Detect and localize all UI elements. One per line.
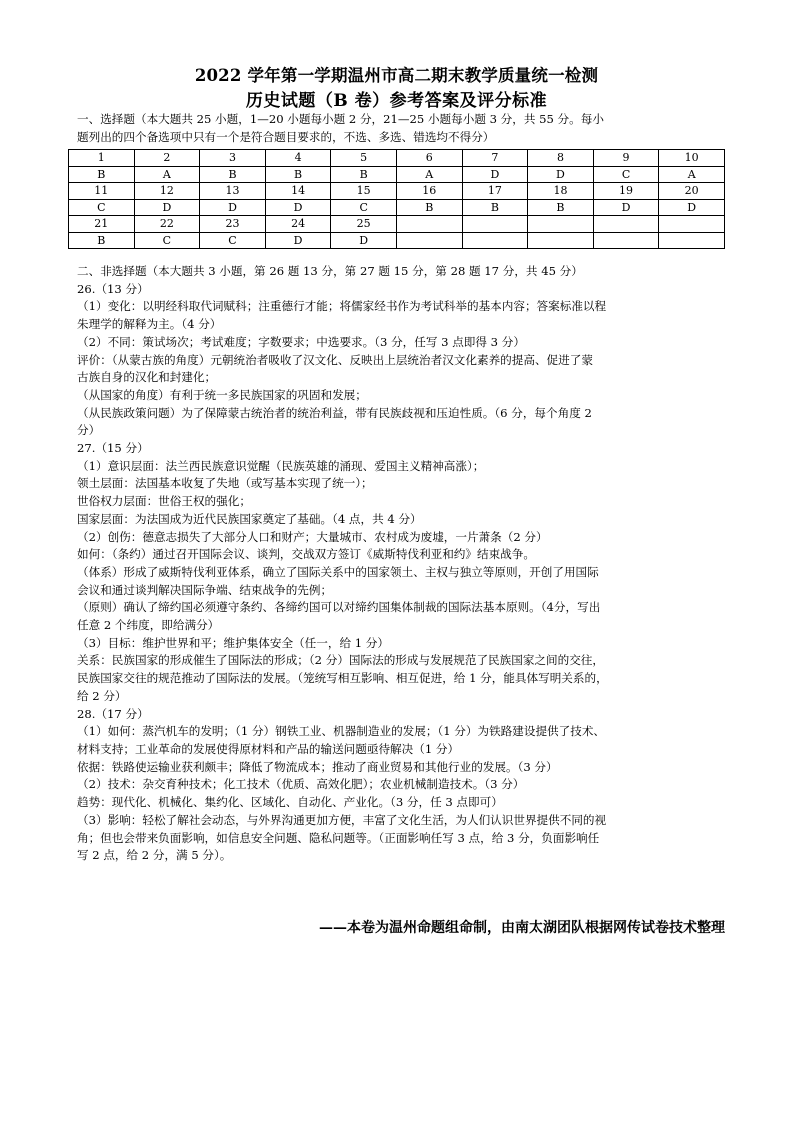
question-number-cell: 11: [69, 183, 135, 200]
section1-heading: 一、选择题（本大题共 25 小题，1—20 小题每小题 2 分，21—25 小题每小题 3 分，共 55 分。每小: [77, 112, 604, 126]
answer-cell: D: [528, 166, 594, 183]
answer-text-line: 分）: [77, 423, 101, 438]
answer-cell: B: [396, 199, 462, 216]
answer-cell: B: [331, 166, 397, 183]
question-number-cell: 20: [659, 183, 725, 200]
question-number-cell: 7: [462, 150, 528, 167]
answer-cell: [659, 232, 725, 249]
question-number-cell: 24: [265, 216, 331, 233]
question-number-cell: 21: [69, 216, 135, 233]
question-number-cell: 8: [528, 150, 594, 167]
question-number-cell: 17: [462, 183, 528, 200]
answer-text-line: （从国家的角度）有利于统一多民族国家的巩固和发展；: [77, 387, 367, 402]
answer-cell: D: [593, 199, 659, 216]
section1-heading-cont: 题列出的四个备选项中只有一个是符合题目要求的，不选、多选、错选均不得分）: [77, 129, 495, 144]
answer-cell: D: [331, 232, 397, 249]
question-number-cell: 3: [200, 150, 266, 167]
answer-text-line: （1）变化：以明经科取代词赋科；注重德行才能；将儒家经书作为考试科举的基本内容；答案标准以程: [77, 299, 607, 314]
question-number-cell: [462, 216, 528, 233]
question-number-cell: 23: [200, 216, 266, 233]
answer-cell: D: [265, 199, 331, 216]
question-number-row: [69, 150, 725, 167]
answer-text-line: 民族国家交往的规范推动了国际法的发展。（笼统写相互影响、相互促进，给 1 分，能具体写明关系的，: [77, 671, 608, 686]
answer-text-line: 世俗权力层面：世俗王权的强化；: [77, 494, 251, 509]
question-number-cell: 12: [134, 183, 200, 200]
answer-cell: C: [200, 232, 266, 249]
answer-cell: C: [331, 199, 397, 216]
answer-key-title: 历史试题（B 卷）参考答案及评分标准: [245, 91, 548, 111]
answer-cell: A: [659, 166, 725, 183]
question-number-cell: 9: [593, 150, 659, 167]
answer-text-line: 趋势：现代化、机械化、集约化、区域化、自动化、产业化。（3 分，任 3 点即可）: [77, 795, 503, 810]
question-number-cell: 25: [331, 216, 397, 233]
answer-text-line: 领土层面：法国基本收复了失地（或写基本实现了统一）；: [77, 476, 373, 491]
answer-text-line: 关系：民族国家的形成催生了国际法的形成；（2 分）国际法的形成与发展规范了民族国家之间的交往，: [77, 653, 604, 668]
answer-text-line: 28.（17 分）: [77, 706, 149, 721]
question-number-cell: 22: [134, 216, 200, 233]
answer-text-line: 任意 2 个纬度，即给满分）: [77, 618, 220, 633]
section2-answers: [77, 263, 719, 865]
question-number-cell: 14: [265, 183, 331, 200]
answer-text-line: 给 2 分）: [77, 688, 127, 703]
answer-text-line: （3）目标：维护世界和平；维护集体安全（任一，给 1 分）: [77, 635, 389, 650]
answer-text-line: 会议和通过谈判解决国际争端、结束战争的先例；: [77, 582, 333, 597]
question-number-row: [69, 216, 725, 233]
answer-text-line: （从民族政策问题）为了保障蒙古统治者的统治利益，带有民族歧视和压迫性质。（6 分，每个角度 2: [77, 405, 592, 420]
question-number-cell: 2: [134, 150, 200, 167]
answer-text-line: （原则）确认了缔约国必须遵守条约、各缔约国可以对缔约国集体制裁的国际法基本原则。（4分，写出: [77, 600, 601, 615]
answer-text-line: 依据：铁路使运输业获利颇丰；降低了物流成本；推动了商业贸易和其他行业的发展。（3 分）: [77, 759, 558, 774]
answer-cell: D: [200, 199, 266, 216]
answer-cell: A: [396, 166, 462, 183]
answer-text-line: 评价：（从蒙古族的角度）元朝统治者吸收了汉文化、反映出上层统治者汉文化素养的提高、促进了蒙: [77, 352, 593, 367]
answer-cell: D: [462, 166, 528, 183]
answer-text-line: 朱理学的解释为主。（4 分）: [77, 317, 222, 332]
exam-title: 2022 学年第一学期温州市高二期末教学质量统一检测: [194, 66, 599, 85]
question-number-cell: 1: [69, 150, 135, 167]
answer-cell: [593, 232, 659, 249]
answer-cell: [462, 232, 528, 249]
answer-cell: B: [69, 166, 135, 183]
section1-instructions: [77, 111, 719, 146]
question-number-row: [69, 183, 725, 200]
answer-row: [69, 232, 725, 249]
answer-table: [68, 149, 725, 249]
question-number-cell: [593, 216, 659, 233]
answer-text-line: （2）技术：杂交育种技术；化工技术（优质、高效化肥）；农业机械制造技术。（3 分）: [77, 777, 525, 792]
answer-text-line: 材料支持；工业革命的发展使得原材料和产品的输送问题亟待解决（1 分）: [77, 741, 460, 756]
answer-cell: C: [593, 166, 659, 183]
answer-text-line: （2）不同：策试场次；考试难度；字数要求；中选要求。（3 分，任写 3 点即得 3 分）: [77, 334, 525, 349]
answer-cell: D: [659, 199, 725, 216]
question-number-cell: 15: [331, 183, 397, 200]
answer-text-line: （2）创伤：德意志损失了大部分人口和财产；大量城市、农村成为废墟，一片萧条（2 分）: [77, 529, 548, 544]
answer-cell: C: [69, 199, 135, 216]
question-number-cell: 18: [528, 183, 594, 200]
answer-cell: B: [200, 166, 266, 183]
answer-text-line: 27.（15 分）: [77, 441, 149, 456]
answer-text-line: 国家层面：为法国成为近代民族国家奠定了基础。（4 点，共 4 分）: [77, 511, 422, 526]
question-number-cell: [396, 216, 462, 233]
answer-cell: [396, 232, 462, 249]
answer-cell: B: [462, 199, 528, 216]
question-number-cell: 19: [593, 183, 659, 200]
question-number-cell: 4: [265, 150, 331, 167]
answer-row: [69, 199, 725, 216]
answer-text-line: 写 2 点，给 2 分，满 5 分）。: [77, 848, 232, 863]
answer-cell: B: [528, 199, 594, 216]
question-number-cell: 16: [396, 183, 462, 200]
answer-text-line: （1）如何：蒸汽机车的发明；（1 分）钢铁工业、机器制造业的发展；（1 分）为铁路建设提供了技术、: [77, 724, 606, 739]
answer-cell: C: [134, 232, 200, 249]
question-number-cell: 10: [659, 150, 725, 167]
answer-cell: [528, 232, 594, 249]
question-number-cell: [528, 216, 594, 233]
answer-text-line: 古族自身的汉化和封建化；: [77, 370, 217, 385]
answer-cell: D: [265, 232, 331, 249]
answer-text-line: 二、非选择题（本大题共 3 小题，第 26 题 13 分，第 27 题 15 分，第 28 题 17 分，共 45 分）: [77, 264, 583, 278]
question-number-cell: 6: [396, 150, 462, 167]
question-number-cell: [659, 216, 725, 233]
question-number-cell: 13: [200, 183, 266, 200]
answer-text-line: 角；但也会带来负面影响，如信息安全问题、隐私问题等。（正面影响任写 3 点，给 3 分，负面影响任: [77, 830, 600, 845]
answer-cell: B: [265, 166, 331, 183]
answer-cell: B: [69, 232, 135, 249]
answer-text-line: （1）意识层面：法兰西民族意识觉醒（民族英雄的涌现、爱国主义精神高涨）；: [77, 458, 485, 473]
question-number-cell: 5: [331, 150, 397, 167]
answer-cell: D: [134, 199, 200, 216]
answer-text-line: （体系）形成了威斯特伐利亚体系，确立了国际关系中的国家领土、主权与独立等原则，开创了用国际: [77, 564, 599, 579]
answer-text-line: （3）影响：轻松了解社会动态，与外界沟通更加方便，丰富了文化生活，为人们认识世界提供不同的视: [77, 812, 607, 827]
answer-row: [69, 166, 725, 183]
footer-note: ——本卷为温州命题组命制，由南太湖团队根据网传试卷技术整理: [319, 920, 725, 936]
answer-text-line: 如何：（条约）通过召开国际会议、谈判，交战双方签订《威斯特伐利亚和约》结束战争。: [77, 547, 535, 562]
answer-cell: A: [134, 166, 200, 183]
answer-text-line: 26.（13 分）: [77, 281, 149, 296]
